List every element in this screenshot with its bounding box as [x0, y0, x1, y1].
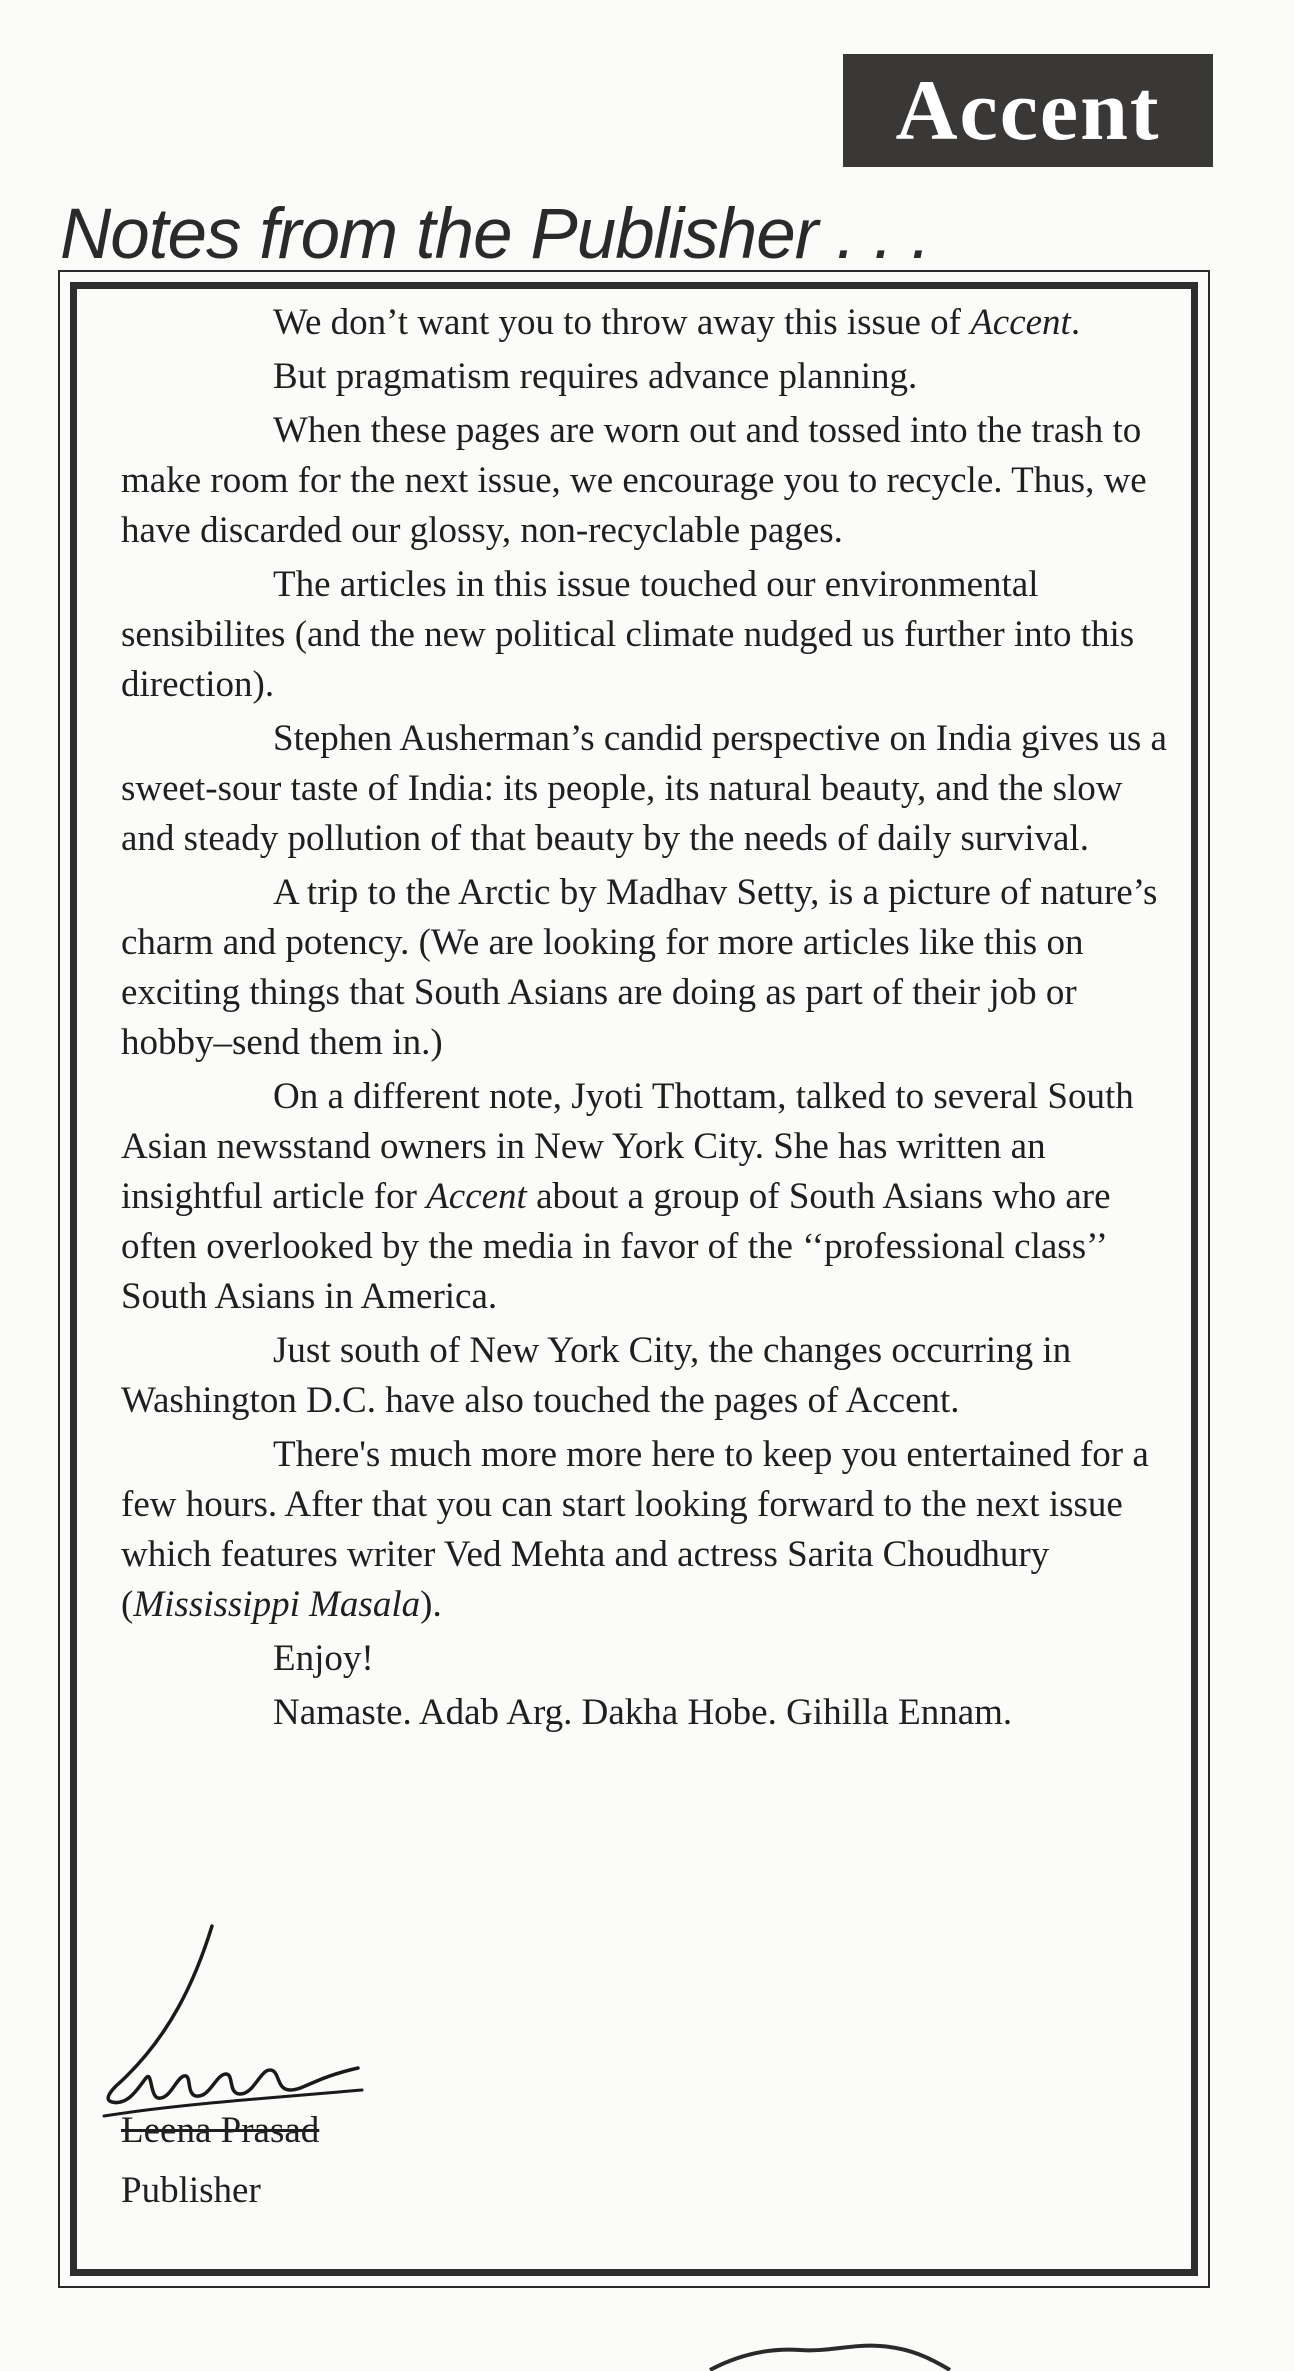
page-title: Notes from the Publisher . . . — [60, 195, 930, 274]
paragraph-10: Enjoy! — [273, 1638, 374, 1679]
handwritten-signature — [100, 1918, 370, 2138]
film-title: Mississippi Masala — [133, 1584, 421, 1625]
paragraph-4: The articles in this issue touched our environmental sensibilites (and the new political climate nudged us further into this direction). — [121, 564, 1135, 705]
paragraph-9-text: There's much more more here to keep you entertained for a few hours. After that you can start looking forward to the next issue which features writer Ved Mehta and actress Sarita Choudhury ( — [121, 1434, 1149, 1625]
paragraph-1-text: We don’t want you to throw away this issue of — [273, 302, 971, 343]
masthead-title: Accent — [843, 54, 1213, 167]
paragraph-7-end: about a group of South Asians who are often overlooked by the media in favor of the ‘‘professional class’’ South Asians in America. — [121, 1176, 1111, 1317]
paragraph-9-end: ). — [420, 1584, 442, 1625]
publisher-title: Publisher — [121, 2170, 261, 2211]
magazine-name: Accent — [426, 1176, 527, 1217]
paragraph-8: Just south of New York City, the changes occurring in Washington D.C. have also touched the pages of Accent. — [121, 1330, 1072, 1421]
paragraph-7-text: On a different note, Jyoti Thottam, talked to several South Asian newsstand owners in New York City. She has written an insightful article for — [121, 1076, 1134, 1217]
paragraph-1-end: . — [1070, 302, 1081, 343]
paragraph-5: Stephen Ausherman’s candid perspective on India gives us a sweet-sour taste of India: its people, its natural beauty, and the slow and steady pollution of that beauty by the needs of daily survival. — [121, 718, 1167, 859]
paragraph-1 — [121, 298, 1171, 348]
paragraph-3: When these pages are worn out and tossed into the trash to make room for the next issue, we encourage you to recycle. Thus, we have discarded our glossy, non-recyclable pages. — [121, 410, 1147, 551]
paragraph-2: But pragmatism requires advance planning. — [273, 356, 918, 397]
letter-body — [121, 298, 1171, 1742]
paragraph-9 — [121, 1430, 1171, 1630]
paragraph-6: A trip to the Arctic by Madhav Setty, is a picture of nature’s charm and potency. (We are looking for more articles like this on exciting things that South Asians are doing as part of their job or hobby–send them in.) — [121, 872, 1158, 1063]
paragraph-7 — [121, 1072, 1171, 1322]
magazine-name: Accent — [970, 302, 1071, 343]
paragraph-11: Namaste. Adab Arg. Dakha Hobe. Gihilla Ennam. — [273, 1692, 1013, 1733]
page-edge-artwork — [700, 2340, 960, 2371]
publisher-name: Leena Prasad — [121, 2110, 320, 2151]
